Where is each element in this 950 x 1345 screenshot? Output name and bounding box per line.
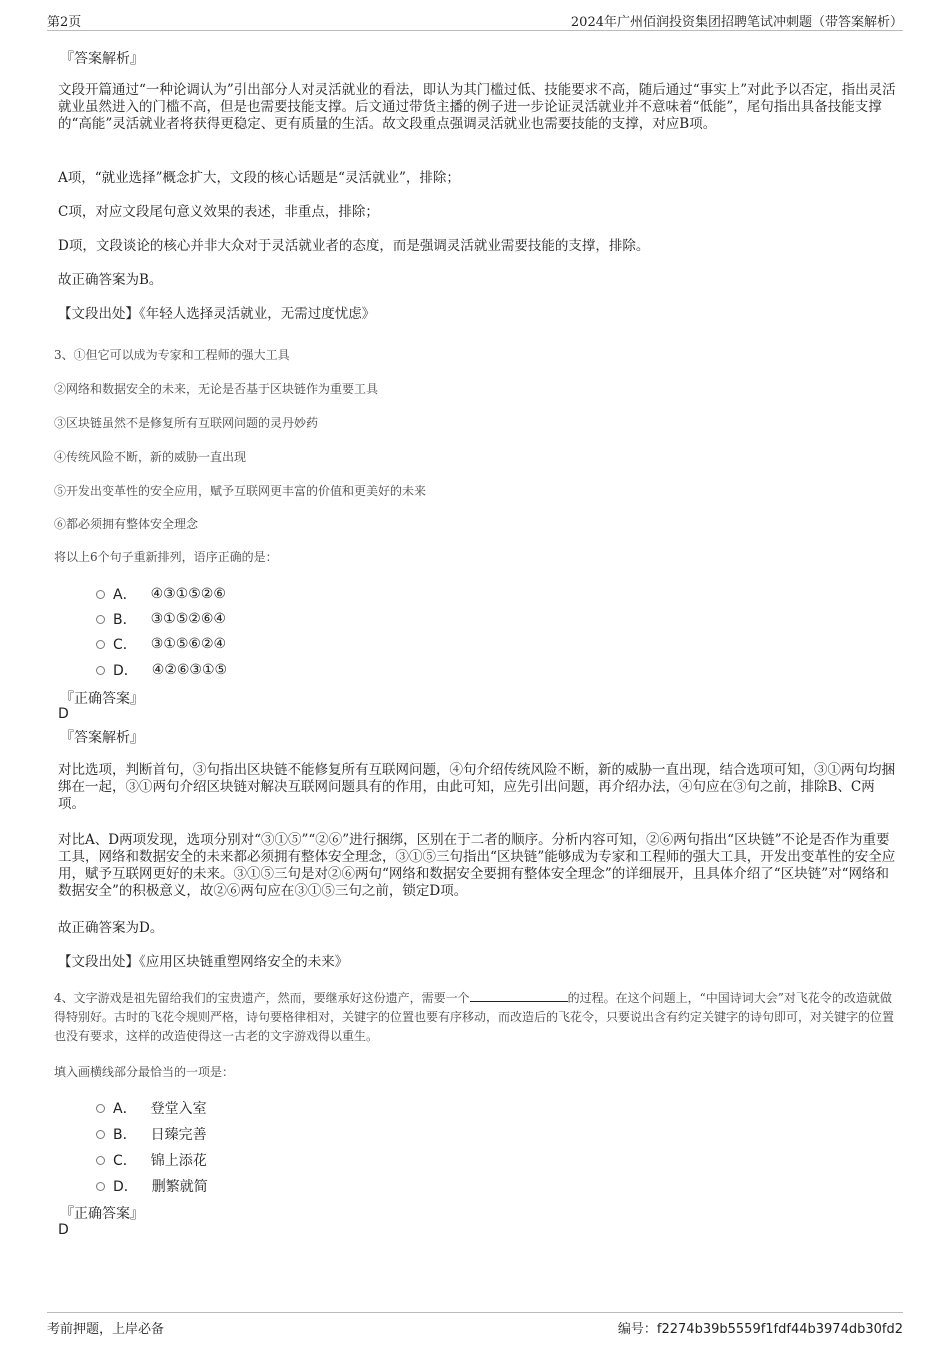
q3-stem-line: 3、①但它可以成为专家和工程师的强大工具	[54, 348, 290, 362]
q4-stem: 4、文字游戏是祖先留给我们的宝贵遗产，然而，要继承好这份遗产，需要一个 的过程。在这个问题上，“中国诗词大会”对飞花令的改造就做得特别好。古时的飞花令规则严格，诗句要格律相对，关键字的位置也要有序移动，而改造后的飞花令，只要说出含有约定关键字的诗句即可，对关键字的位置也没有要求，这样的改造使得这一古老的文字游戏得以重生。	[54, 991, 895, 1043]
q2-analysis-p2: A项，“就业选择”概念扩大，文段的核心话题是“灵活就业”，排除；	[58, 170, 460, 186]
radio-icon[interactable]	[96, 1156, 105, 1165]
q3-prompt: 将以上6个句子重新排列，语序正确的是：	[54, 550, 278, 564]
q4-prompt: 填入画横线部分最恰当的一项是：	[54, 1065, 235, 1079]
q4-option-a[interactable]: A． 登堂入室	[96, 1098, 207, 1118]
q4-answer: D	[58, 1222, 69, 1238]
q2-analysis-p4: D项，文段谈论的核心并非大众对于灵活就业者的态度，而是强调灵活就业需要技能的支撑，排除。	[58, 238, 650, 254]
q2-analysis-p1: 文段开篇通过“一种论调认为”引出部分人对灵活就业的看法，即认为其门槛过低、技能要求不高，随后通过“事实上”对此予以否定，指出灵活就业虽然进入的门槛不高，但是也需要技能支撑。后文通过带货主播的例子进一步论证灵活就业并不意味着“低能”，尾句指出具备技能支撑的“高能”灵活就业者将获得更稳定、更有质量的生活。故文段重点强调灵活就业也需要技能的支撑，对应B项。	[58, 82, 896, 132]
page-footer	[47, 1312, 903, 1337]
q3-option-a[interactable]: A． ④③①⑤②⑥	[96, 584, 226, 604]
q3-answer-label: 『正确答案』	[60, 691, 144, 707]
q3-option-b[interactable]: B． ③①⑤②⑥④	[96, 609, 226, 629]
q3-stem-line: ③区块链虽然不是修复所有互联网问题的灵丹妙药	[54, 416, 319, 430]
q4-answer-label: 『正确答案』	[60, 1206, 144, 1222]
q3-option-d[interactable]: D． ④②⑥③①⑤	[96, 660, 227, 680]
q3-source: 【文段出处】《应用区块链重塑网络安全的未来》	[58, 954, 349, 970]
q3-stem-line: ④传统风险不断，新的威胁一直出现	[54, 450, 247, 464]
radio-icon[interactable]	[96, 1182, 105, 1191]
q2-source: 【文段出处】《年轻人选择灵活就业，无需过度忧虑》	[58, 306, 376, 322]
radio-icon[interactable]	[96, 1104, 105, 1113]
q3-stem-line: ②网络和数据安全的未来，无论是否基于区块链作为重要工具	[54, 382, 379, 396]
q3-stem-line: ⑤开发出变革性的安全应用，赋予互联网更丰富的价值和更美好的未来	[54, 484, 427, 498]
radio-icon[interactable]	[96, 666, 105, 675]
q3-analysis-p2: 对比A、D两项发现，选项分别对“③①⑤”“②⑥”进行捆绑，区别在于二者的顺序。分析内容可知，②⑥两句指出“区块链”不论是否作为重要工具，网络和数据安全的未来都必须拥有整体安全理念，③①⑤三句指出“区块链”能够成为专家和工程师的强大工具，开发出变革性的安全应用，赋予互联网更好的未来。③①⑤三句是对②⑥两句“网络和数据安全要拥有整体安全理念”的详细展开，且具体介绍了“区块链”对“网络和数据安全”的积极意义，故②⑥两句应在③①⑤三句之前，锁定D项。	[58, 832, 896, 899]
q4-option-d[interactable]: D． 删繁就简	[96, 1176, 208, 1196]
q3-analysis-p1: 对比选项，判断首句，③句指出区块链不能修复所有互联网问题，④句介绍传统风险不断，新的威胁一直出现，结合选项可知，③①两句均捆绑在一起，③①两句介绍区块链对解决互联网问题具有的作用，由此可知，应先引出问题，再介绍办法，④句应在③句之前，排除B、C两项。	[58, 762, 895, 812]
q3-answer: D	[58, 706, 69, 722]
radio-icon[interactable]	[96, 640, 105, 649]
fill-in-blank[interactable]	[470, 990, 568, 1002]
page-number: 第2页	[47, 15, 82, 30]
page-header	[47, 8, 903, 31]
document-id: 编号：f2274b39b5559f1fdf44b3974db30fd2	[617, 1322, 903, 1337]
q4-option-c[interactable]: C． 锦上添花	[96, 1150, 207, 1170]
q2-analysis-p3: C项，对应文段尾句意义效果的表述，非重点，排除；	[58, 204, 379, 220]
q3-option-c[interactable]: C． ③①⑤⑥②④	[96, 634, 226, 654]
q2-analysis-label: 『答案解析』	[60, 51, 144, 67]
q4-option-b[interactable]: B． 日臻完善	[96, 1124, 207, 1144]
radio-icon[interactable]	[96, 590, 105, 599]
q3-analysis-label: 『答案解析』	[60, 730, 144, 746]
radio-icon[interactable]	[96, 615, 105, 624]
radio-icon[interactable]	[96, 1130, 105, 1139]
q2-conclusion: 故正确答案为B。	[58, 272, 163, 288]
document-title: 2024年广州佰润投资集团招聘笔试冲刺题（带答案解析）	[570, 15, 903, 30]
footer-slogan: 考前押题，上岸必备	[47, 1322, 165, 1337]
q3-stem-line: ⑥都必须拥有整体安全理念	[54, 517, 199, 531]
q3-conclusion: 故正确答案为D。	[58, 920, 164, 936]
